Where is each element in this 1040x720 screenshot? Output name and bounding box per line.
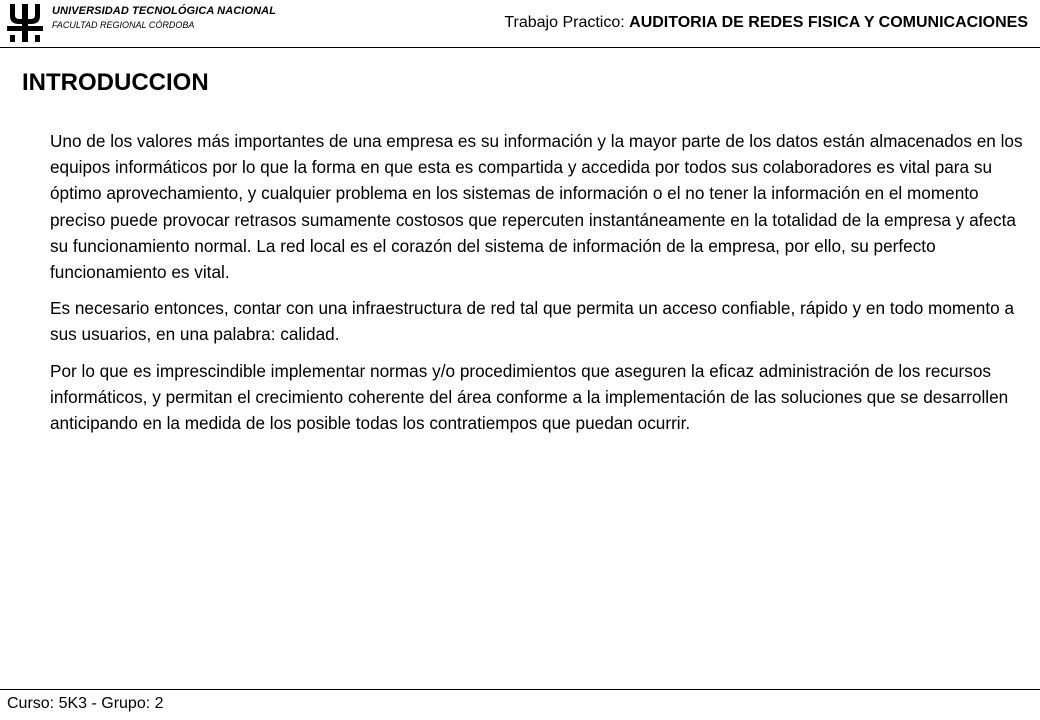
- header-title-subject: AUDITORIA DE REDES FISICA Y COMUNICACIONES: [629, 14, 1028, 31]
- footer-divider: [0, 689, 1040, 690]
- header-divider: [0, 47, 1040, 48]
- footer-course-group: Curso: 5K3 - Grupo: 2: [7, 695, 164, 712]
- document-header-title: [504, 14, 1028, 32]
- paragraph: Por lo que es imprescindible implementar normas y/o procedimientos que aseguren la eficaz administración de los recursos informáticos, y permitan el crecimiento coherente del área conforme a la implementación de las soluciones que se desarrollen anticipando en la medida de los posible todas los contratiempos que puedan ocurrir.: [50, 360, 1009, 434]
- header-title-prefix: Trabajo Practico:: [504, 14, 630, 31]
- paragraph: Uno de los valores más importantes de una empresa es su información y la mayor parte de los datos están almacenados en los equipos informáticos por lo que la forma en que esta es compartida y accedida por todos sus colaboradores es vital para su óptimo aprovechamiento, y cualquier problema en los sistemas de información o el no tener la información en el momento preciso puede provocar retrasos sumamente costosos que repercuten instantáneamente en la totalidad de la empresa y afecta su funcionamiento normal. La red local es el corazón del sistema de información de la empresa, por ello, su perfecto funcionamiento es vital.: [50, 131, 1023, 283]
- faculty-name: FACULTAD REGIONAL CÓRDOBA: [52, 20, 195, 30]
- university-name: UNIVERSIDAD TECNOLÓGICA NACIONAL: [52, 5, 277, 17]
- section-title: INTRODUCCION: [22, 69, 209, 96]
- paragraph: Es necesario entonces, contar con una infraestructura de red tal que permita un acceso confiable, rápido y en todo momento a sus usuarios, en una palabra: calidad.: [50, 298, 1015, 345]
- utn-logo-icon: [7, 4, 43, 42]
- body-text: [50, 128, 1025, 446]
